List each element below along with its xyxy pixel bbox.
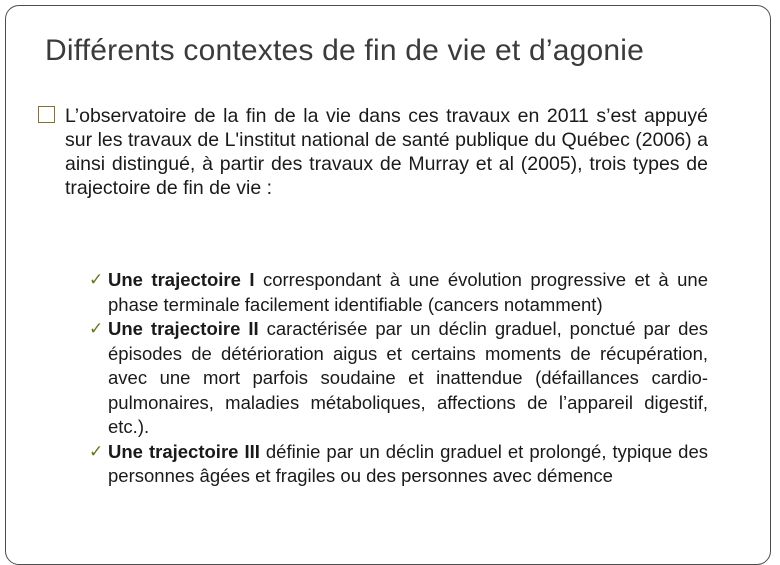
slide-title: Différents contextes de fin de vie et d’agonie [45, 34, 645, 67]
item-lead: Une trajectoire II [108, 318, 259, 339]
item-text: définie par un déclin graduel et prolongé, typique des personnes âgées et fragiles ou des personnes avec démence [108, 440, 708, 486]
checkmark-icon: ✓ [89, 319, 104, 339]
square-bullet-icon [38, 106, 55, 123]
intro-paragraph: L’observatoire de la fin de la vie dans ces travaux en 2011 s’est appuyé sur les travaux de L'institut national de santé publique du Québec (2006) a ainsi distingué, à partir des travaux de Murray et al (2005), trois types de trajectoire de fin de vie : [65, 105, 708, 199]
checkmark-icon: ✓ [89, 441, 104, 462]
item-lead: Une trajectoire I [108, 269, 255, 290]
item-text: caractérisée par un déclin graduel, ponctué par des épisodes de détérioration aigus et certains moments de récupération, avec une mort parfois soudaine et inattendue (défaillances cardio-pulmonaires, maladies métaboliques, affections de l’appareil digestif, etc.). [108, 318, 709, 437]
item-text: correspondant à une évolution progressive et à une phase terminale facilement identifiable (cancers notamment) [108, 269, 708, 315]
item-lead: Une trajectoire III [108, 440, 260, 462]
list-item [89, 440, 708, 489]
list-item [89, 268, 708, 317]
checkmark-icon: ✓ [89, 270, 104, 290]
trajectory-list [89, 268, 708, 489]
list-item [89, 317, 708, 440]
